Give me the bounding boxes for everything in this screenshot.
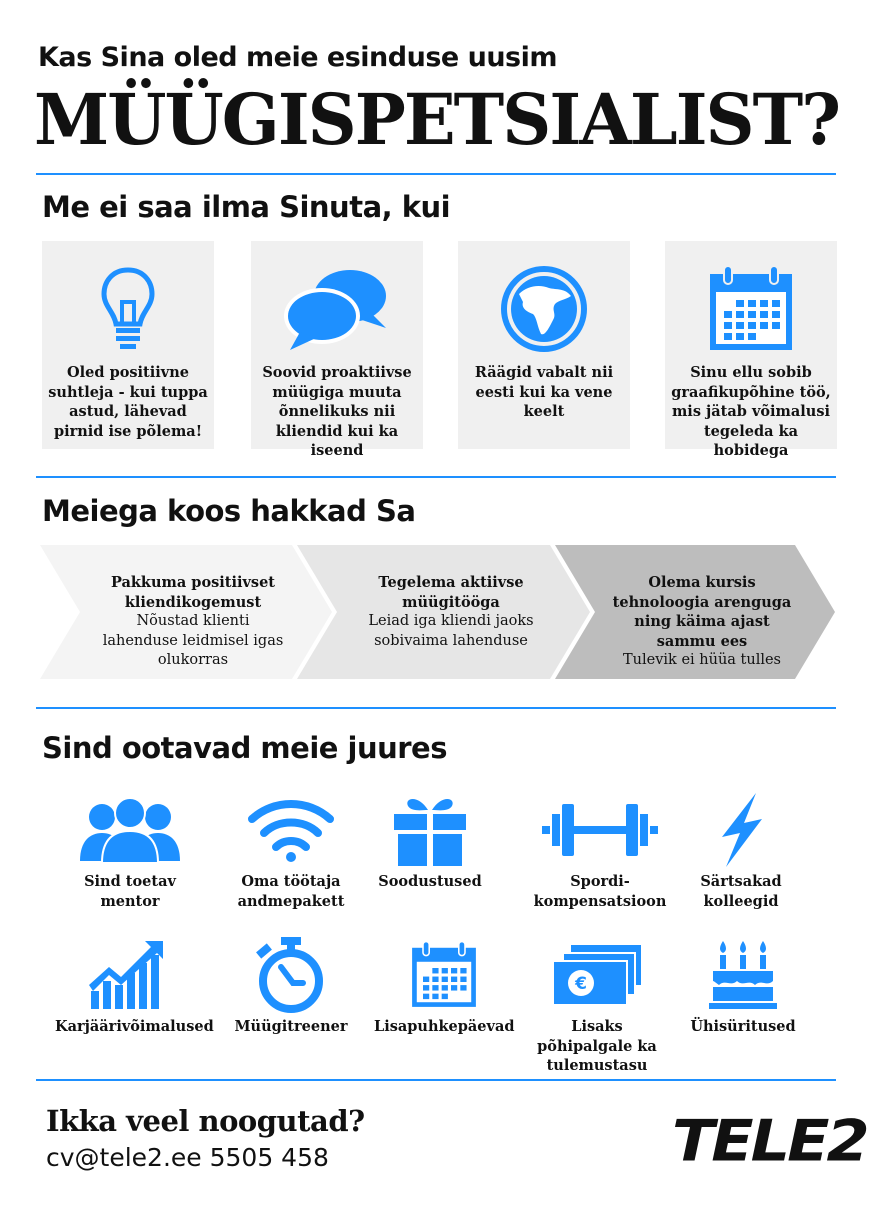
gift-icon [360, 790, 500, 870]
benefit-label: Lisapuhkepäevad [374, 1018, 515, 1035]
card-text: Soovid proaktiivse müügiga muuta õnnelikuks nii kliendid kui ka iseend [262, 364, 412, 459]
step-desc: Leiad iga kliendi jaoks sobivaima lahenduse [368, 613, 534, 649]
benefit-label: Oma töötaja andmepakett [237, 873, 345, 910]
benefit [527, 935, 667, 1076]
card [458, 241, 630, 449]
card [251, 241, 423, 459]
people-icon [60, 790, 200, 870]
card [665, 241, 837, 459]
section-title: Sind ootavad meie juures [42, 731, 447, 765]
benefit [360, 790, 500, 892]
section-title: Me ei saa ilma Sinuta, kui [42, 190, 451, 224]
card-text: Oled positiivne suhtleja - kui tuppa astud, lähevad pirnid ise põlema! [48, 364, 208, 440]
benefit [530, 790, 670, 911]
header-subtitle: Kas Sina oled meie esinduse uusim [38, 42, 558, 73]
divider [36, 1079, 836, 1081]
benefit [673, 935, 813, 1037]
card-text: Räägid vabalt nii eesti kui ka vene keelt [474, 364, 614, 420]
svg-text:€: € [575, 974, 587, 994]
card-text: Sinu ellu sobib graafikupõhine töö, mis jätab võimalusi tegeleda ka hobidega [671, 364, 831, 459]
lightbulb-icon [42, 259, 214, 359]
benefit-label: Lisaks põhipalgale ka tulemustasu [537, 1018, 657, 1074]
benefit-label: Müügitreener [234, 1018, 348, 1035]
stopwatch-icon [221, 935, 361, 1015]
benefit [60, 790, 200, 911]
step-text [604, 573, 800, 671]
benefit-label: Särtsakad kolleegid [700, 873, 782, 910]
step-bold: Pakkuma positiivset kliendikogemust [110, 574, 276, 611]
benefit [221, 935, 361, 1037]
section-title: Meiega koos hakkad Sa [42, 494, 416, 528]
benefit [671, 790, 811, 911]
wifi-icon [221, 790, 361, 870]
chat-bubbles-icon [251, 259, 423, 359]
tele2-logo: TELE2 [672, 1106, 867, 1175]
lightning-icon [671, 790, 811, 870]
euro-banknotes-icon [527, 935, 667, 1015]
step-bold: Tegelema aktiivse müügitööga [378, 574, 524, 611]
footer-question: Ikka veel noogutad? [46, 1104, 365, 1138]
step-text [98, 573, 288, 671]
step-bold: Olema kursis tehnoloogia arenguga ning käima ajast sammu ees [612, 574, 792, 650]
headline: MÜÜGISPETSIALIST? [34, 78, 840, 161]
step-desc: Tulevik ei hüüa tulles [622, 652, 781, 668]
divider [36, 476, 836, 478]
benefit-label: Spordi-kompensatsioon [533, 873, 667, 910]
birthday-cake-icon [673, 935, 813, 1015]
step-text [356, 573, 546, 651]
benefit [221, 790, 361, 911]
benefit [374, 935, 514, 1037]
calendar-icon [374, 935, 514, 1015]
divider [36, 707, 836, 709]
benefit-label: Ühisüritused [690, 1018, 796, 1035]
growth-chart-icon [55, 935, 195, 1015]
benefit [55, 935, 214, 1037]
dumbbell-icon [530, 790, 670, 870]
divider [36, 173, 836, 175]
step-desc: Nõustad klienti lahenduse leidmisel igas olukorras [102, 613, 284, 668]
benefit-label: Sind toetav mentor [84, 873, 176, 910]
card [42, 241, 214, 449]
calendar-icon [665, 259, 837, 359]
globe-icon [458, 259, 630, 359]
benefit-label: Karjäärivõimalused [55, 1018, 214, 1035]
contact-info[interactable]: cv@tele2.ee 5505 458 [46, 1143, 329, 1172]
benefit-label: Soodustused [378, 873, 482, 890]
